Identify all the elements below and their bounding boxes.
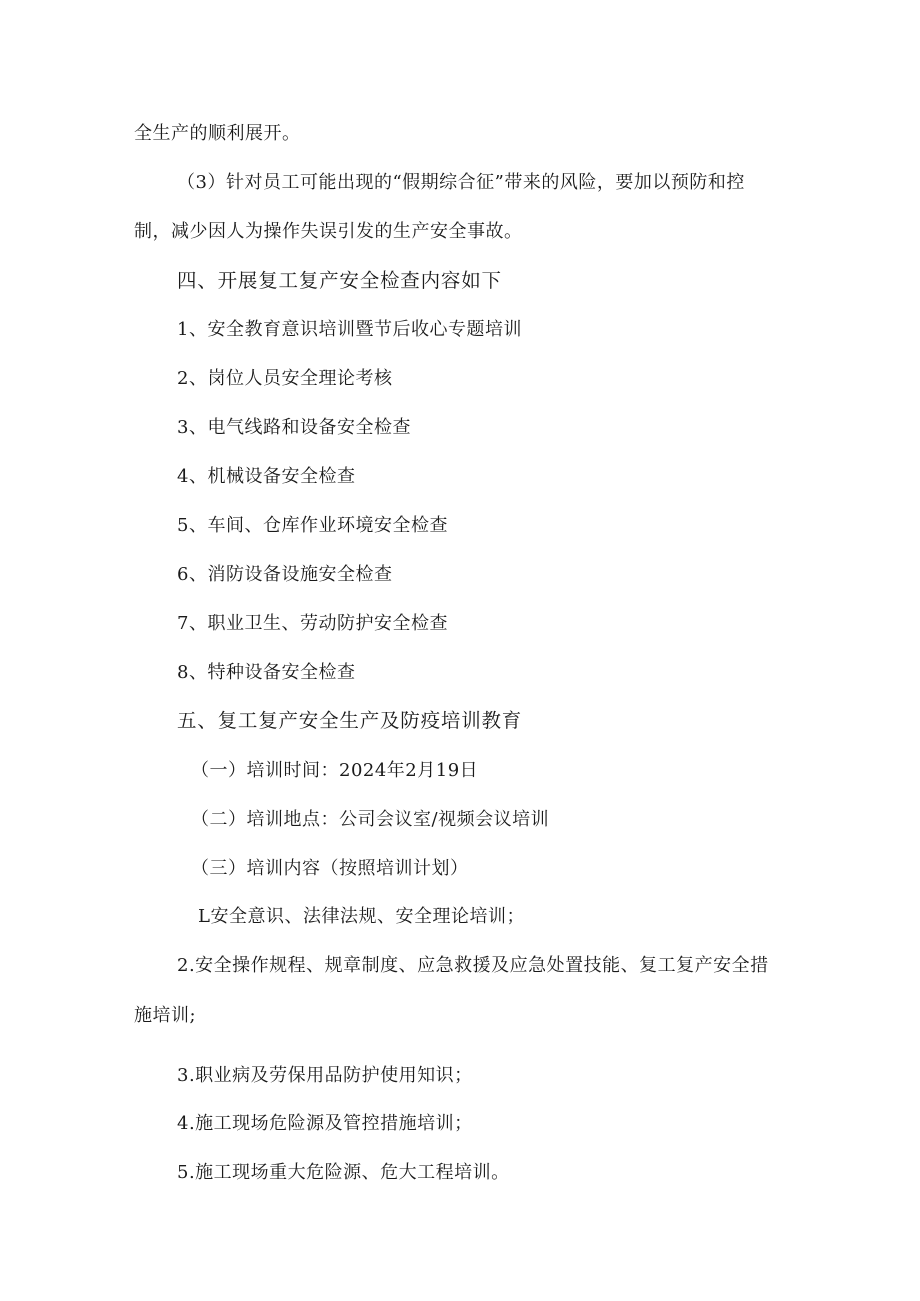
section-4-item: 4、机械设备安全检查 [177,466,356,487]
training-item: 3.职业病及劳保用品防护使用知识； [177,1065,473,1086]
training-item-continuation: 施培训; [134,1005,197,1026]
section-4-heading: 四、开展复工复产安全检查内容如下 [177,269,502,292]
section-4-item: 3、电气线路和设备安全检查 [177,417,411,438]
section-4-item: 1、安全教育意识培训暨节后收心专题培训 [177,319,522,340]
training-item: 2.安全操作规程、规章制度、应急救援及应急处置技能、复工复产安全措 [177,955,769,976]
section-5-heading: 五、复工复产安全生产及防疫培训教育 [177,709,523,732]
section-4-item: 7、职业卫生、劳动防护安全检查 [177,613,448,634]
paragraph-point-3-line-2: 制，减少因人为操作失误引发的生产安全事故。 [134,221,523,242]
section-4-item: 5、车间、仓库作业环境安全检查 [177,515,448,536]
training-content: （三）培训内容（按照培训计划） [191,858,469,879]
training-time: （一）培训时间：2024年2月19日 [191,760,479,781]
section-4-item: 6、消防设备设施安全检查 [177,564,393,585]
training-place: （二）培训地点：公司会议室/视频会议培训 [191,809,550,830]
section-4-item: 8、特种设备安全检查 [177,662,356,683]
training-item: 5.施工现场重大危险源、危大工程培训。 [177,1162,510,1183]
paragraph-point-3-line-1: （3）针对员工可能出现的“假期综合征”带来的风险，要加以预防和控 [177,172,745,193]
training-item: L安全意识、法律法规、安全理论培训； [198,906,525,927]
training-item: 4.施工现场危险源及管控措施培训； [177,1113,473,1134]
section-4-item: 2、岗位人员安全理论考核 [177,368,393,389]
paragraph-continuation: 全生产的顺利展开。 [134,123,301,144]
